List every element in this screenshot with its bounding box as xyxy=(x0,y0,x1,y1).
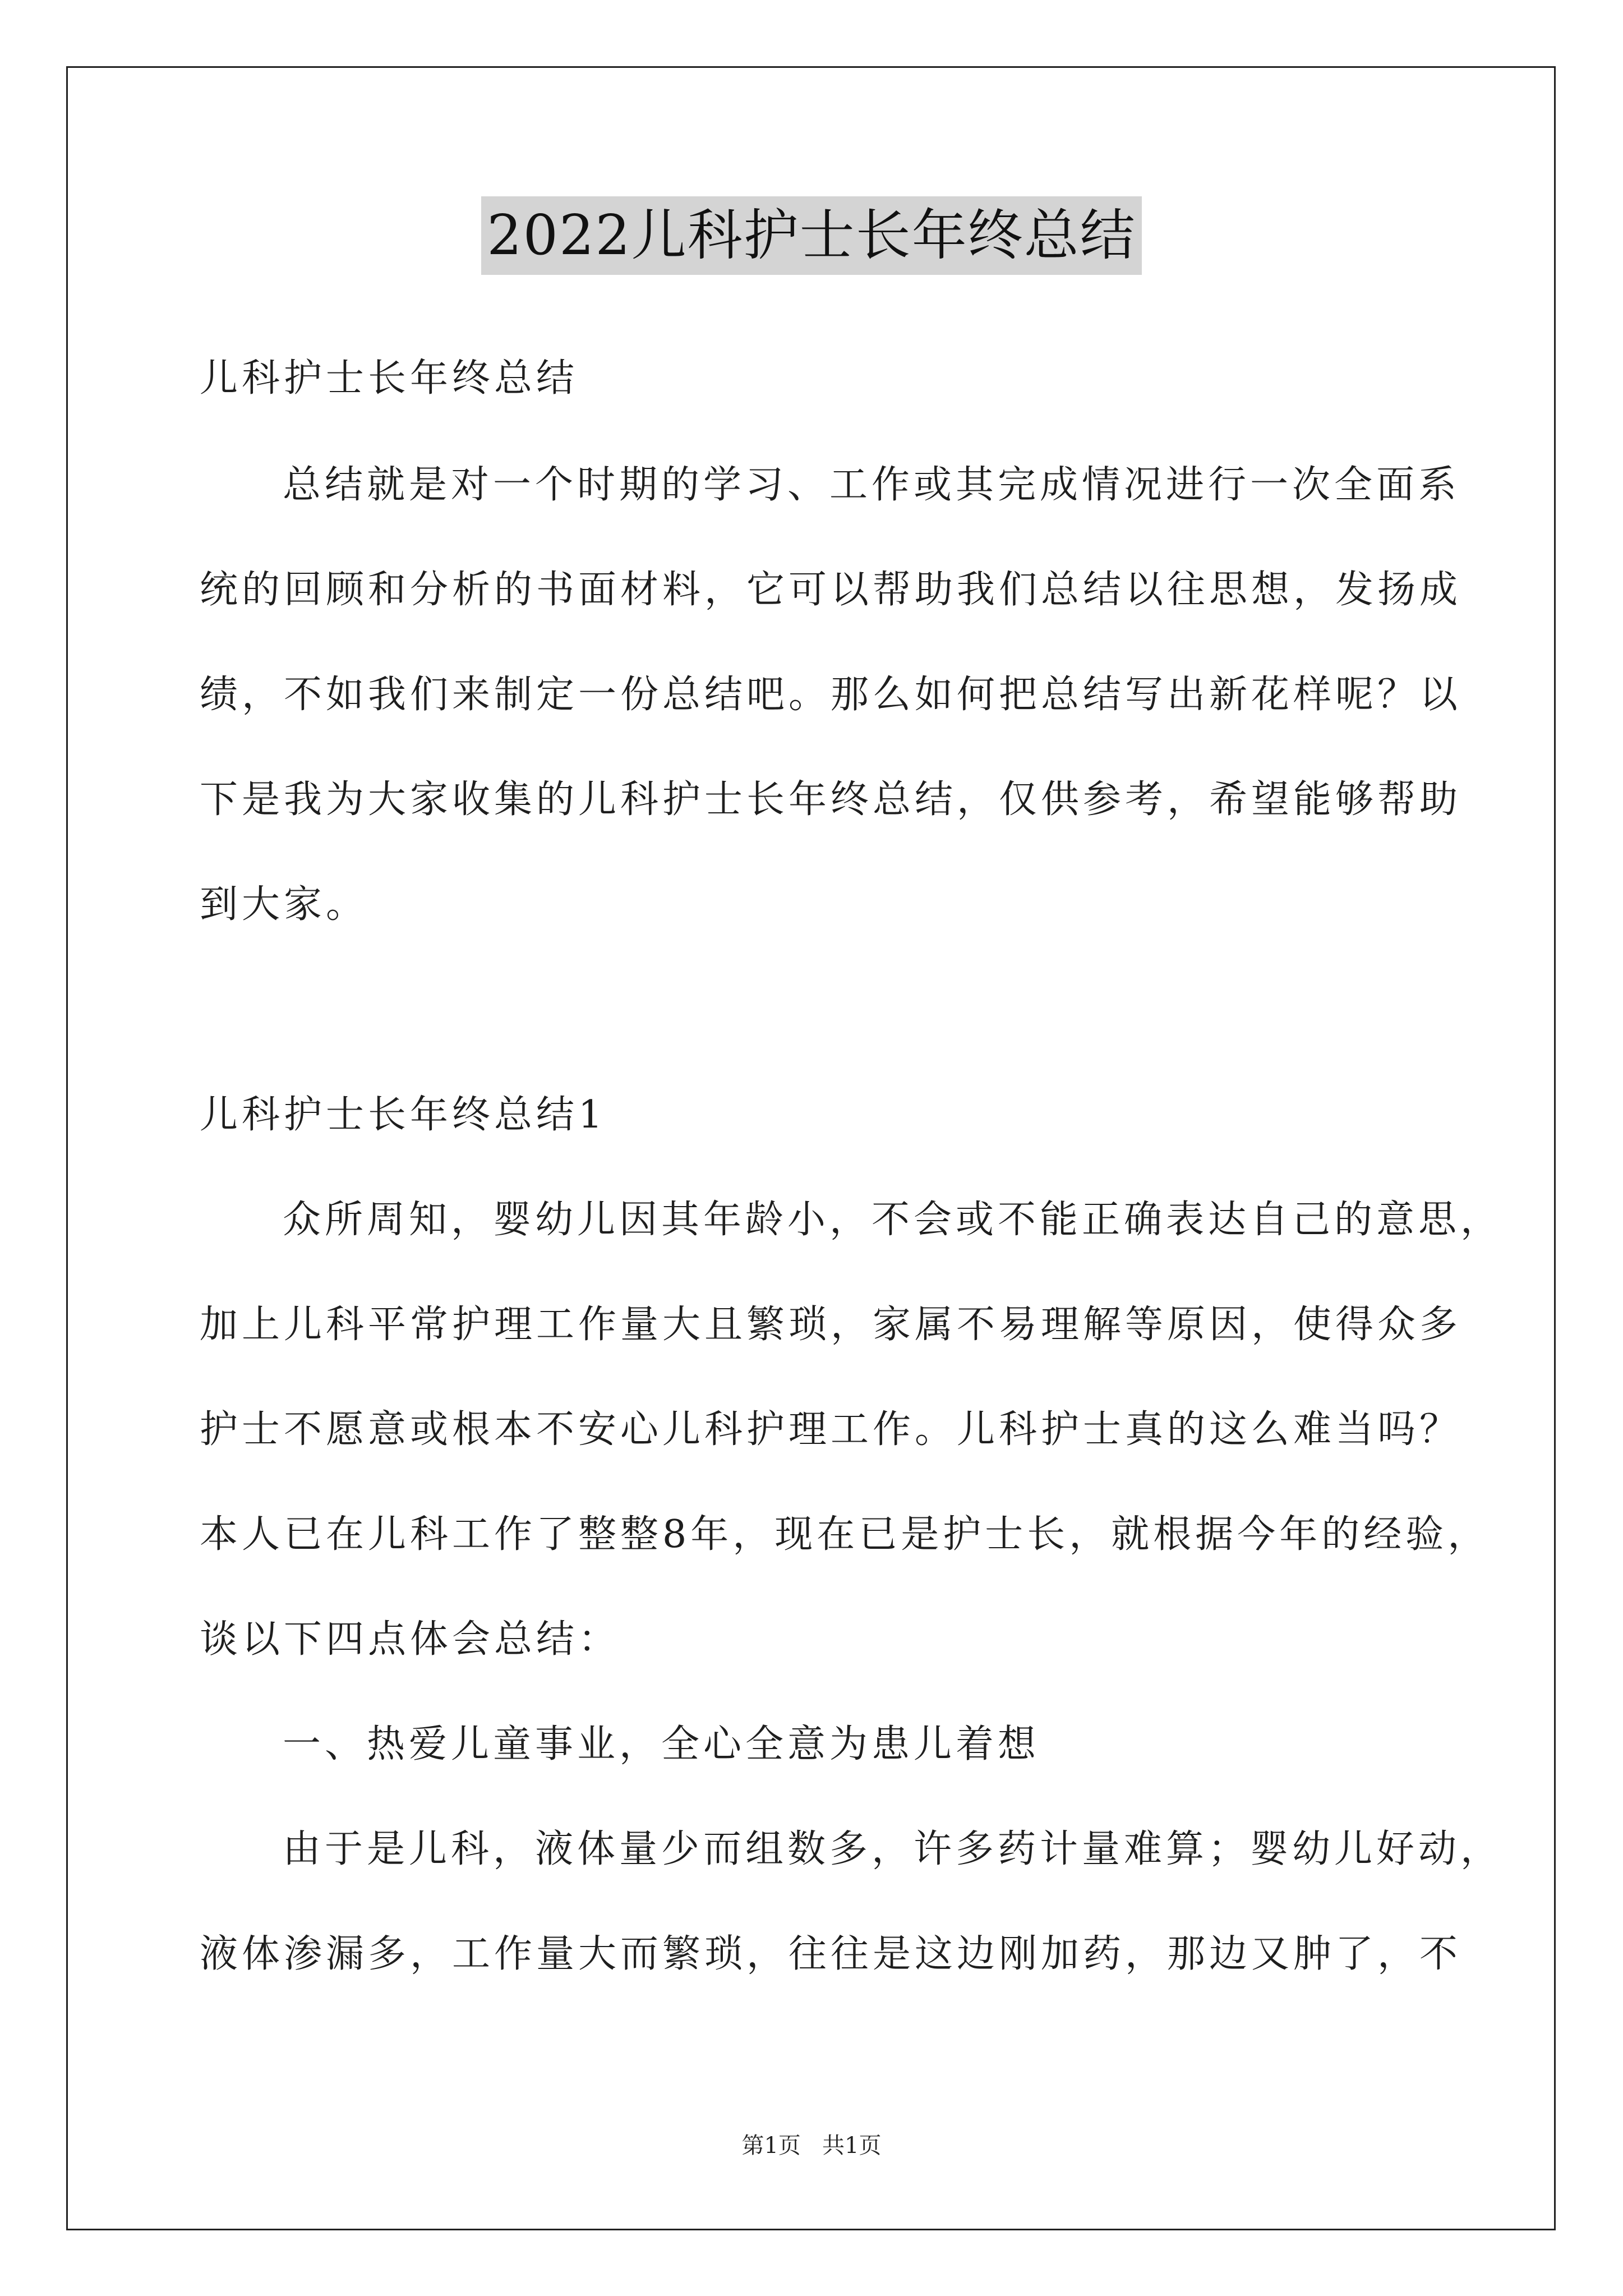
section-line-1: 众所周知，婴幼儿因其年龄小，不会或不能正确表达自己的意思， xyxy=(283,1198,1503,1242)
point-heading: 一、热爱儿童事业，全心全意为患儿着想 xyxy=(283,1722,1040,1766)
intro-line-4: 下是我为大家收集的儿科护士长年终总结，仅供参考，希望能够帮助 xyxy=(200,777,1462,822)
title-container xyxy=(0,196,1623,275)
point-line-2: 液体渗漏多，工作量大而繁琐，往往是这边刚加药，那边又肿了，不 xyxy=(200,1932,1462,1976)
section-line-4: 本人已在儿科工作了整整8年，现在已是护士长，就根据今年的经验， xyxy=(200,1512,1490,1557)
section-line-2: 加上儿科平常护理工作量大且繁琐，家属不易理解等原因，使得众多 xyxy=(200,1303,1462,1347)
document-title: 2022儿科护士长年终总结 xyxy=(481,196,1141,275)
intro-line-2: 统的回顾和分析的书面材料，它可以帮助我们总结以往思想，发扬成 xyxy=(200,568,1462,612)
section-heading: 儿科护士长年终总结1 xyxy=(200,1093,607,1137)
page-footer: 第1页 共1页 xyxy=(741,2133,882,2159)
intro-line-5: 到大家。 xyxy=(200,882,368,927)
section-line-3: 护士不愿意或根本不安心儿科护理工作。儿科护士真的这么难当吗？ xyxy=(200,1407,1462,1452)
intro-line-1: 总结就是对一个时期的学习、工作或其完成情况进行一次全面系 xyxy=(283,463,1461,507)
section-line-5: 谈以下四点体会总结： xyxy=(200,1617,621,1662)
intro-line-3: 绩，不如我们来制定一份总结吧。那么如何把总结写出新花样呢？以 xyxy=(200,673,1462,717)
point-line-1: 由于是儿科，液体量少而组数多，许多药计量难算；婴幼儿好动， xyxy=(283,1827,1503,1871)
subtitle: 儿科护士长年终总结 xyxy=(200,356,579,401)
